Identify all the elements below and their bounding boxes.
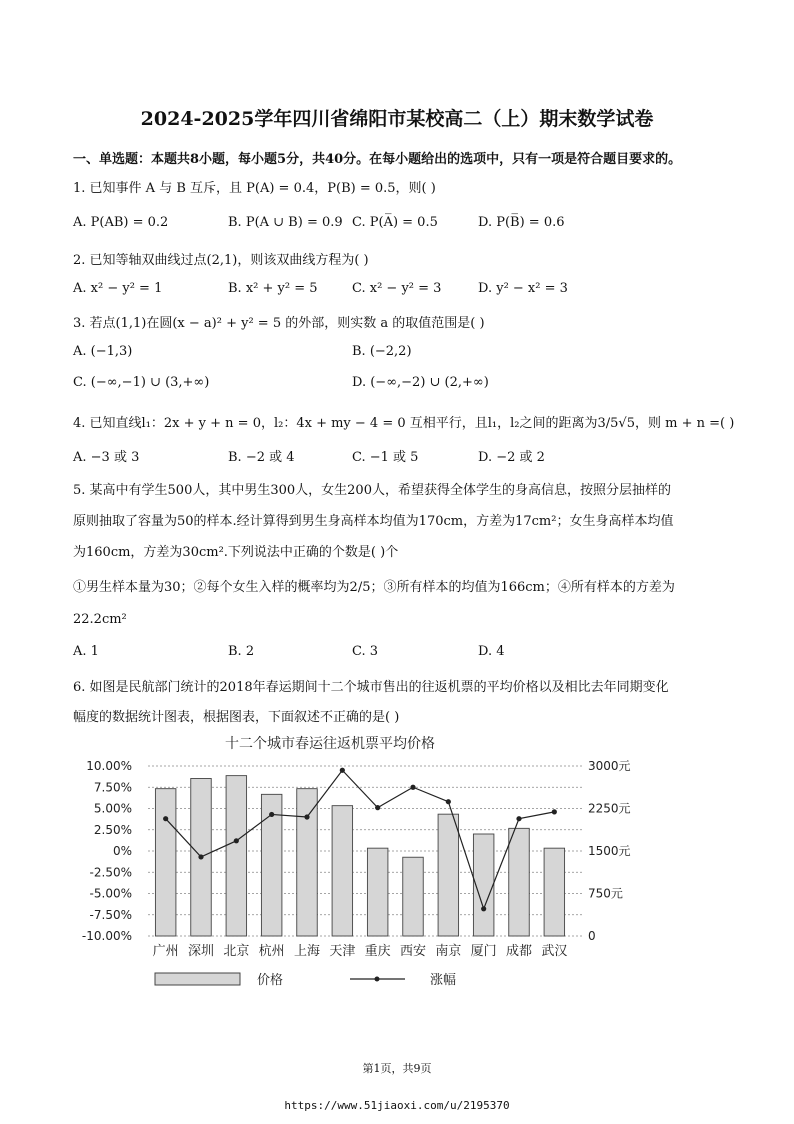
q3-option-b: B. (−2,2) [352,344,412,359]
price-bar [473,834,493,936]
right-axis-tick-label: 0 [588,929,596,943]
price-bar [226,776,246,936]
price-bar [367,848,387,936]
category-label: 深圳 [187,944,215,959]
question-5-stem-2: 原则抽取了容量为50的样本.经计算得到男生身高样本均值为170cm，方差为17cm²；女生身高样本均值 [73,514,674,529]
price-bar [403,857,423,936]
question-1-stem: 1. 已知事件 A 与 B 互斥，且 P(A) = 0.4，P(B) = 0.5，则( ) [73,181,436,196]
left-axis-tick-label: -2.50% [89,865,132,880]
legend-price-label: 价格 [257,973,284,988]
right-axis-tick-label: 750元 [588,886,623,901]
left-axis-tick-label: 0% [112,844,132,858]
change-point [552,809,557,814]
q5-option-b: B. 2 [228,644,255,659]
legend-change-marker [375,977,380,982]
q2-option-c: C. x² − y² = 3 [352,281,442,296]
change-line [166,770,555,909]
left-axis-tick-label: -10.00% [81,929,132,943]
price-bar [332,806,352,936]
page-footer: 第1页，共9页 [362,1062,432,1075]
page-title: 2024-2025学年四川省绵阳市某校高二（上）期末数学试卷 [140,108,654,130]
q2-option-b: B. x² + y² = 5 [228,281,318,296]
q1-option-b: B. P(A ∪ B) = 0.9 [228,215,343,230]
change-point [304,814,309,819]
question-4-stem: 4. 已知直线l₁：2x + y + n = 0，l₂：4x + my − 4 = 0 互相平行，且l₁，l₂之间的距离为3/5√5，则 m + n =( ) [73,416,735,431]
change-point [516,816,521,821]
left-axis-tick-label: -5.00% [89,886,132,901]
change-point [410,785,415,790]
category-label: 重庆 [364,944,391,959]
right-axis-tick-label: 2250元 [588,801,631,816]
q3-option-a: A. (−1,3) [73,344,133,359]
q4-option-a: A. −3 或 3 [73,450,140,465]
change-point [163,816,168,821]
category-label: 成都 [505,944,533,959]
right-axis-tick-label: 1500元 [588,844,631,858]
chart-title: 十二个城市春运往返机票平均价格 [225,736,435,752]
q4-option-c: C. −1 或 5 [352,450,419,465]
question-5-stem-3: 为160cm，方差为30cm².下列说法中正确的个数是( )个 [73,545,399,560]
q2-option-a: A. x² − y² = 1 [73,281,163,296]
change-point [340,768,345,773]
category-label: 西安 [399,944,427,959]
legend-price-swatch [155,973,240,985]
question-5-stem-4: ①男生样本量为30；②每个女生入样的概率均为2/5；③所有样本的均值为166cm；④所有样本的方差为 [73,580,675,595]
question-2-stem: 2. 已知等轴双曲线过点(2,1)，则该双曲线方程为( ) [73,253,369,268]
category-label: 南京 [435,944,462,959]
q1-option-c: C. P(A̅) = 0.5 [352,215,438,230]
change-point [198,854,203,859]
question-6-stem-2: 幅度的数据统计图表，根据图表，下面叙述不正确的是( ) [73,710,400,725]
section-heading: 一、单选题：本题共8小题，每小题5分，共40分。在每小题给出的选项中，只有一项是符合题目要求的。 [73,152,682,167]
category-label: 上海 [293,944,321,959]
question-5-stem: 5. 某高中有学生500人，其中男生300人，女生200人，希望获得全体学生的身高信息，按照分层抽样的 [73,483,671,498]
price-change-chart [60,730,660,995]
left-axis-tick-label: 7.50% [93,780,132,795]
left-axis-tick-label: 5.00% [93,801,132,816]
change-point [234,838,239,843]
change-point [269,812,274,817]
price-bar [155,789,175,936]
q1-option-d: D. P(B̅) = 0.6 [478,215,565,230]
question-6-stem: 6. 如图是民航部门统计的2018年春运期间十二个城市售出的往返机票的平均价格以及相比去年同期变化 [73,680,669,695]
q2-option-d: D. y² − x² = 3 [478,281,568,296]
q5-option-c: C. 3 [352,644,379,659]
left-axis-tick-label: 10.00% [86,759,132,773]
question-5-stem-5: 22.2cm² [73,612,127,627]
q5-option-a: A. 1 [73,644,99,659]
q4-option-d: D. −2 或 2 [478,450,545,465]
price-bar [544,848,564,936]
question-3-stem: 3. 若点(1,1)在圆(x − a)² + y² = 5 的外部，则实数 a 的取值范围是( ) [73,316,485,331]
q5-option-d: D. 4 [478,644,505,659]
left-axis-tick-label: -7.50% [89,907,132,922]
category-label: 杭州 [258,944,285,959]
category-label: 厦门 [470,944,497,959]
q4-option-b: B. −2 或 4 [228,450,295,465]
left-axis-tick-label: 2.50% [93,822,132,837]
watermark-url[interactable]: https://www.51jiaoxi.com/u/2195370 [284,1099,510,1112]
price-bar [509,828,529,936]
change-point [446,799,451,804]
category-label: 天津 [329,944,356,959]
change-point [481,906,486,911]
category-label: 广州 [152,944,179,959]
category-label: 武汉 [541,944,568,959]
right-axis-tick-label: 3000元 [588,759,631,773]
change-point [375,805,380,810]
category-label: 北京 [223,944,250,959]
q1-option-a: A. P(AB) = 0.2 [73,215,169,230]
q3-option-c: C. (−∞,−1) ∪ (3,+∞) [73,375,210,390]
price-bar [438,814,458,936]
legend-change-label: 涨幅 [430,973,457,988]
q3-option-d: D. (−∞,−2) ∪ (2,+∞) [352,375,489,390]
price-bar [297,789,317,936]
